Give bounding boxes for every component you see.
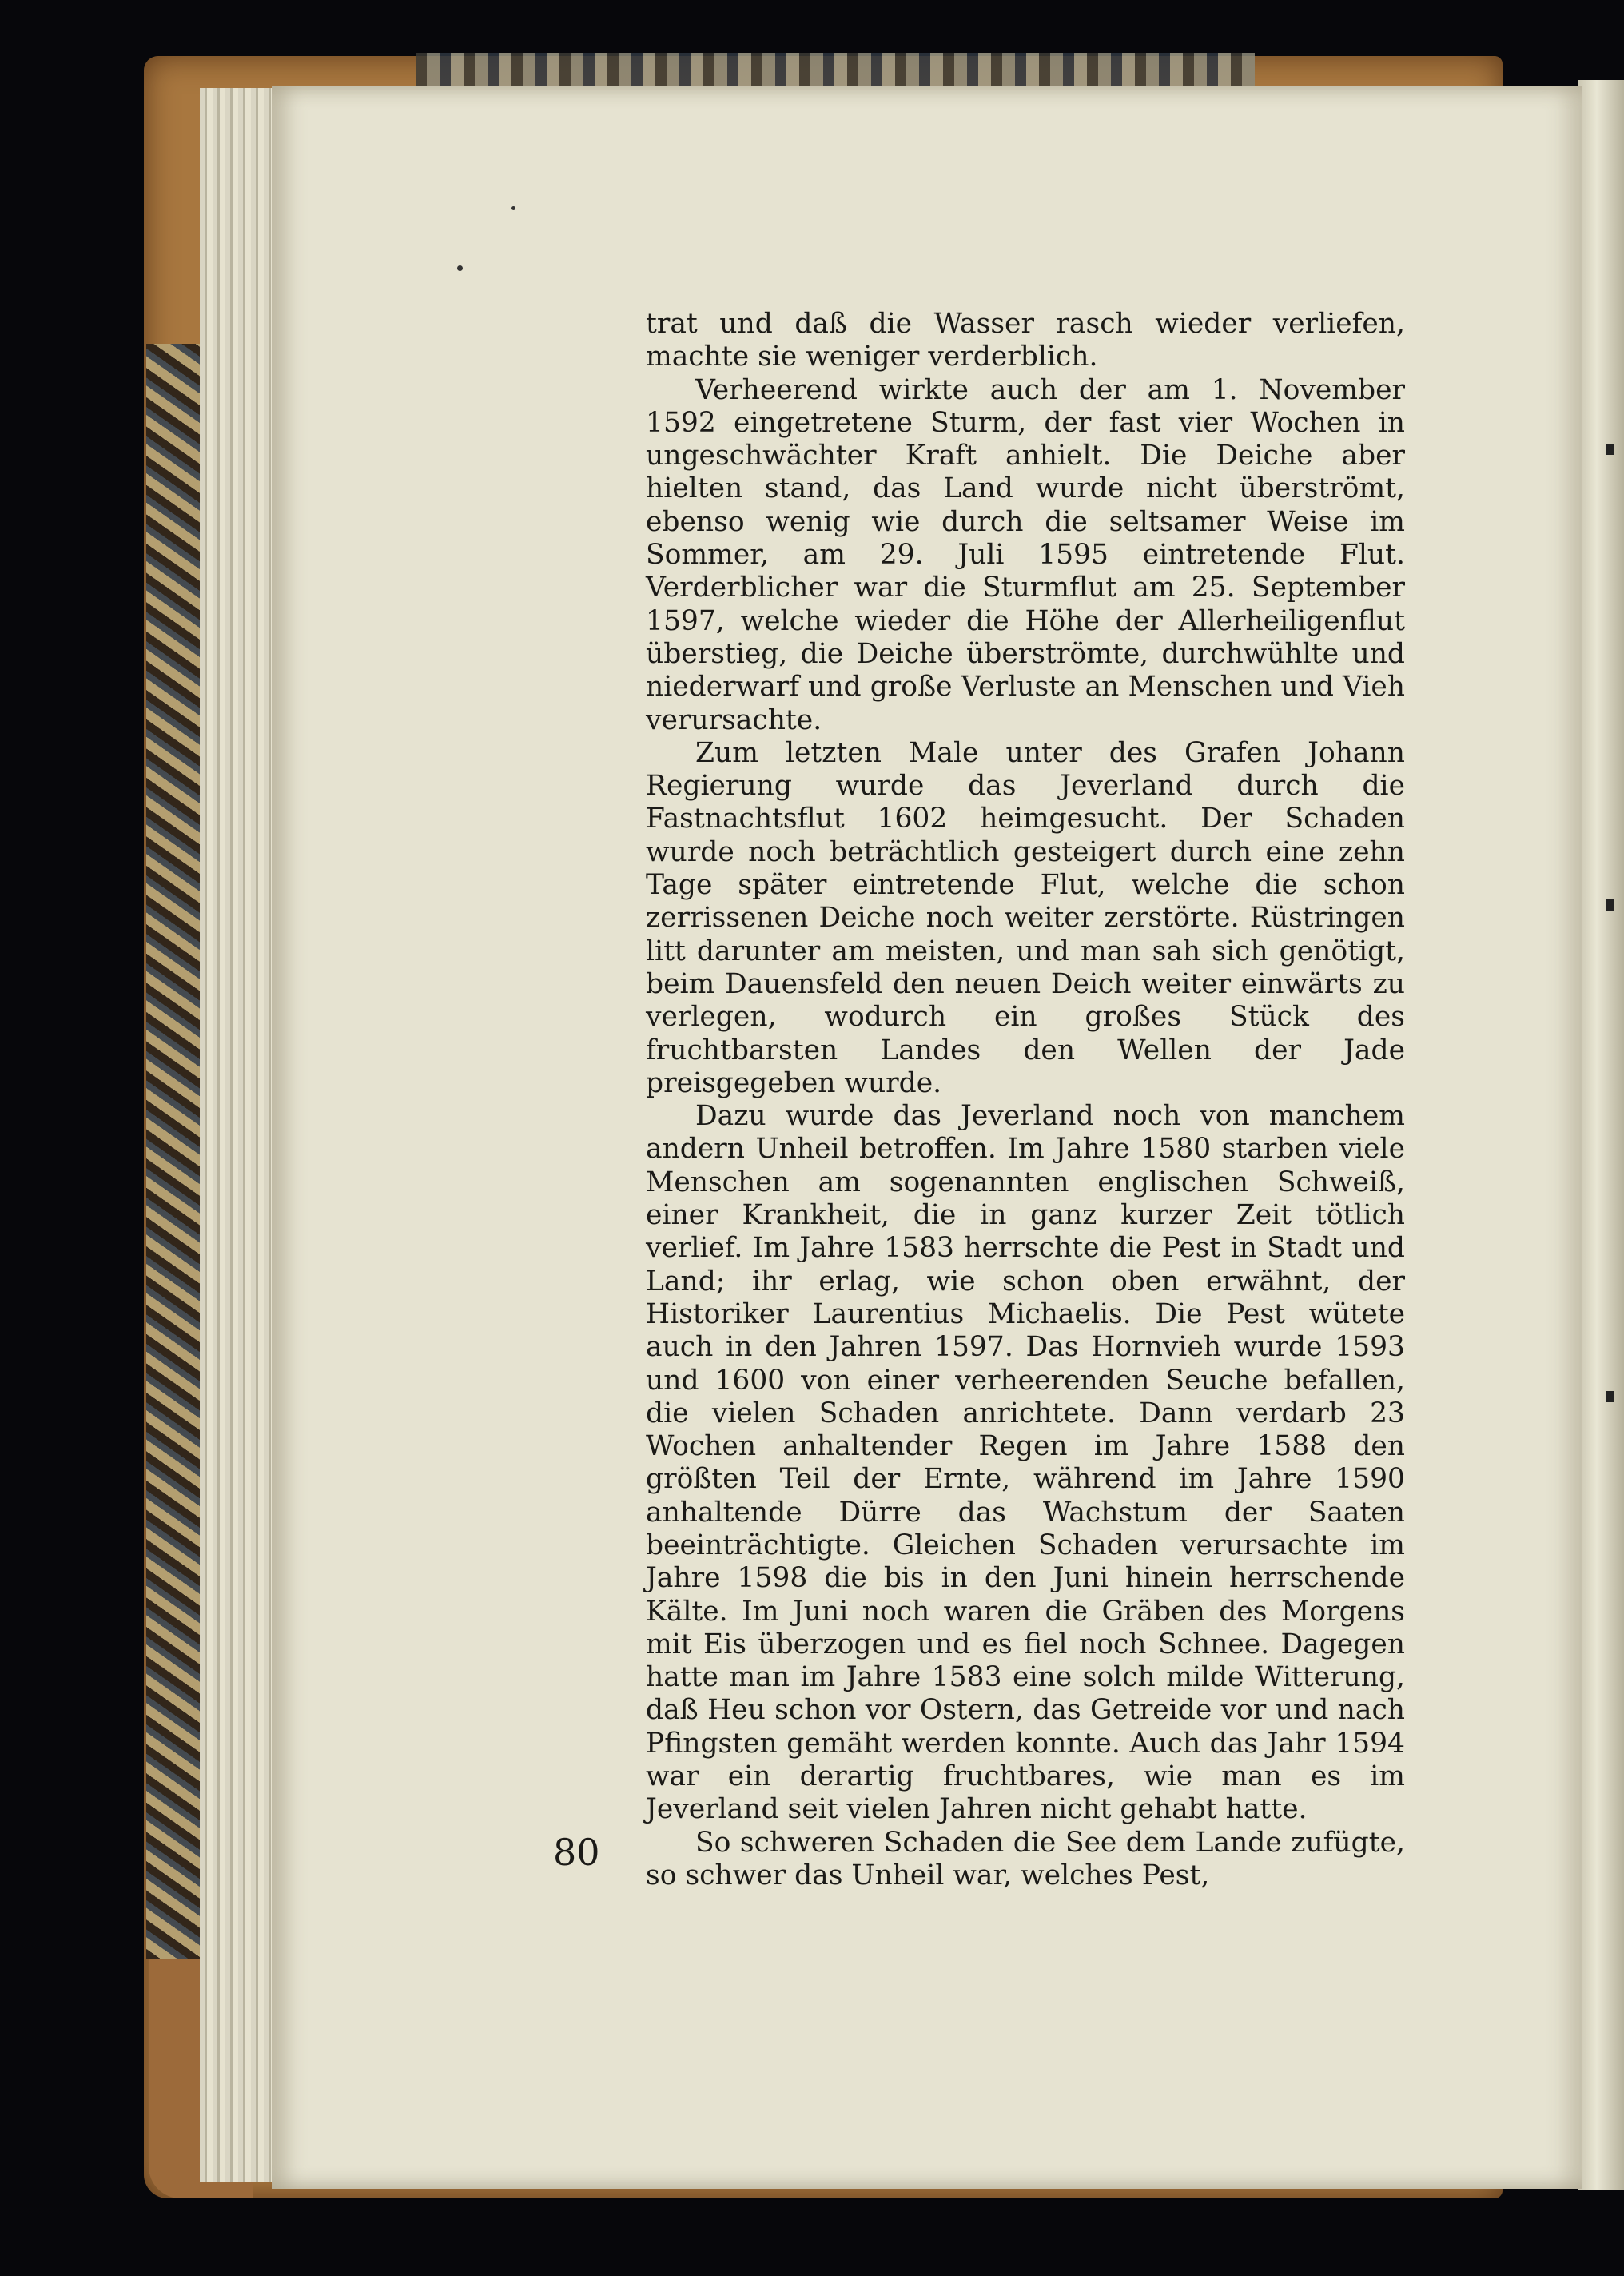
body-text bbox=[646, 308, 1405, 1892]
right-page-edge bbox=[1578, 80, 1624, 2190]
paragraph: So schweren Schaden die See dem Lande zufügte, so schwer das Unheil war, welches Pest, bbox=[646, 1826, 1405, 1891]
edge-mark bbox=[1606, 1391, 1614, 1402]
paragraph: Verheerend wirkte auch der am 1. November 1592 eingetretene Sturm, der fast vier Wochen in ungeschwächter Kraft anhielt. Die Deiche aber hielten stand, das Land wurde nicht überströmt, ebenso wenig wie durch die seltsamer Weise im Sommer, am 29. Juli 1595 eintretende Flut. Verderblicher war die Sturmflut am 25. September 1597, welche wieder die Höhe der Allerheiligenflut überstieg, die Deiche überströmte, durchwühlte und niederwarf und große Verluste an Menschen und Vieh verursachte. bbox=[646, 373, 1405, 736]
marbled-edge bbox=[146, 344, 202, 1959]
paragraph: Zum letzten Male unter des Grafen Johann Regierung wurde das Jeverland durch die Fastnachtsflut 1602 heimgesucht. Der Schaden wurde noch beträchtlich gesteigert durch eine zehn Tage später eintretende Flut, welche die schon zerrissenen Deiche noch weiter zerstörte. Rüstringen litt darunter am meisten, und man sah sich genötigt, beim Dauensfeld den neuen Deich weiter einwärts zu verlegen, wodurch ein großes Stück des fruchtbarsten Landes den Wellen der Jade preisgegeben wurde. bbox=[646, 736, 1405, 1099]
paragraph: trat und daß die Wasser rasch wieder verliefen, machte sie weniger verderblich. bbox=[646, 308, 1405, 373]
page-speck bbox=[511, 206, 515, 210]
page-number: 80 bbox=[553, 1831, 600, 1874]
paragraph: Dazu wurde das Jeverland noch von manchem andern Unheil betroffen. Im Jahre 1580 starben viele Menschen am sogenannten englischen Schweiß, einer Krankheit, die in ganz kurzer Zeit tötlich verlief. Im Jahre 1583 herrschte die Pest in Stadt und Land; ihr erlag, wie schon oben erwähnt, der Historiker Laurentius Michaelis. Die Pest wütete auch in den Jahren 1597. Das Hornvieh wurde 1593 und 1600 von einer verheerenden Seuche befallen, die vielen Schaden anrichtete. Dann verdarb 23 Wochen anhaltender Regen im Jahre 1588 den größten Teil der Ernte, während im Jahre 1590 anhaltende Dürre das Wachstum der Saaten beeinträchtigte. Gleichen Schaden verursachte im Jahre 1598 die bis in den Juni hinein herrschende Kälte. Im Juni noch waren die Gräben des Morgens mit Eis überzogen und es fiel noch Schnee. Dagegen hatte man im Jahre 1583 eine solch milde Witterung, daß Heu schon vor Ostern, das Getreide vor und nach Pfingsten gemäht werden konnte. Auch das Jahr 1594 war ein derartig fruchtbares, wie man es im Jeverland seit vielen Jahren nicht gehabt hatte. bbox=[646, 1100, 1405, 1826]
cover-marbled-band bbox=[416, 53, 1255, 90]
edge-mark bbox=[1606, 444, 1614, 455]
page-speck bbox=[457, 265, 463, 271]
edge-mark bbox=[1606, 899, 1614, 911]
